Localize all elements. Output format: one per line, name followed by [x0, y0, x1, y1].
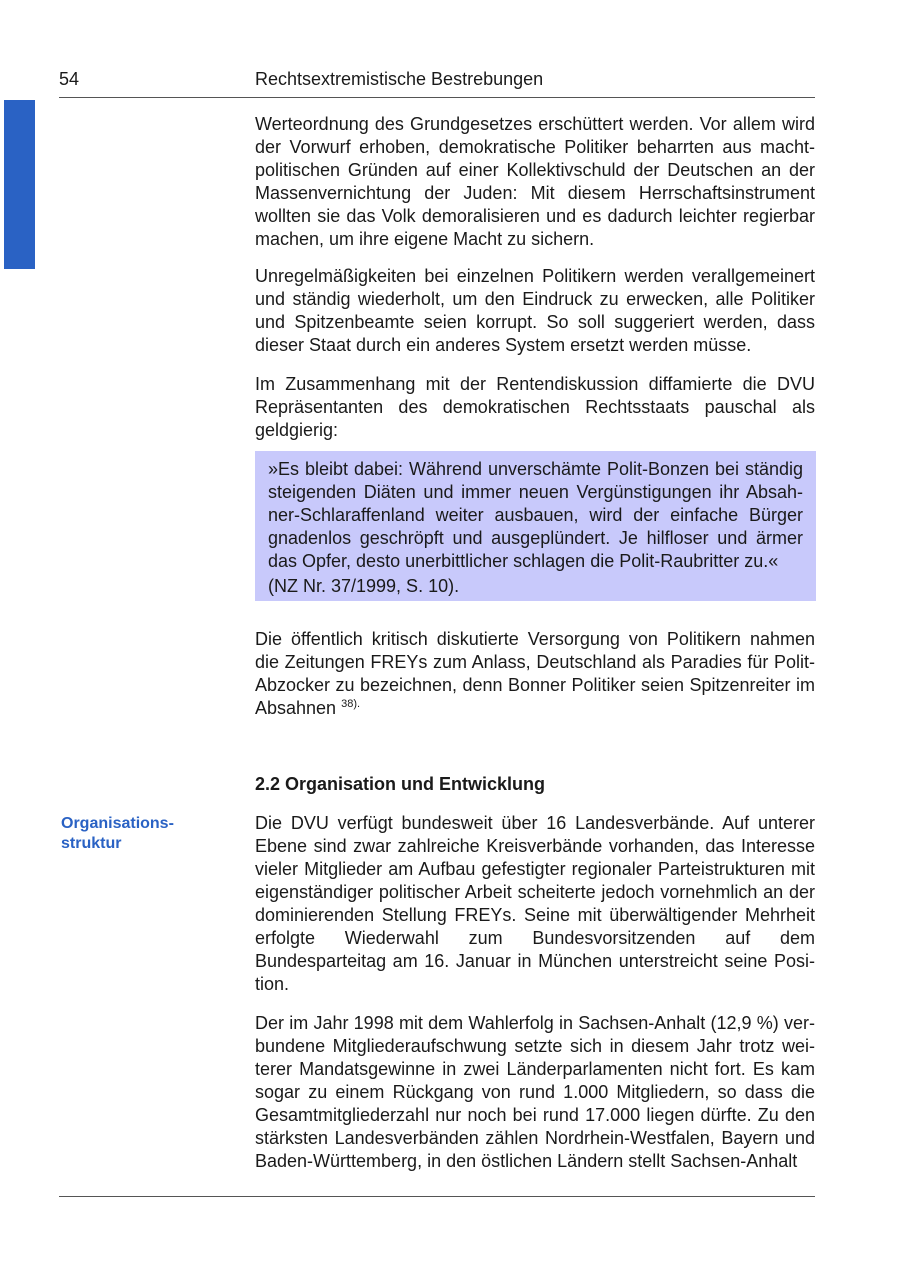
margin-label-line-1: Organisations-	[61, 815, 174, 832]
header-rule	[59, 97, 815, 98]
paragraph-1-block	[255, 113, 815, 251]
paragraph-2-block	[255, 265, 815, 357]
quote-box	[255, 451, 816, 601]
quote-text: »Es bleibt dabei: Während unverschämte Polit-Bonzen bei ständig steigenden Diäten und immer neuen Vergünstigungen ihr Absahner-Schlaraffenland weiter ausbauen, wird der einfache Bürger gnadenlos geschröpft und ausgeplündert. Je hilfloser und ärmer das Opfer, desto unerbittlicher schlagen die Polit-Raubritter zu.«	[268, 459, 803, 571]
running-title: Rechtsextremistische Bestrebungen	[255, 69, 544, 89]
margin-label-line-2: struktur	[61, 835, 122, 852]
paragraph-3: Im Zusammenhang mit der Rentendiskussion diffamierte die DVU Repräsentanten des demokratischen Rechtsstaats pauschal als geldgierig:	[255, 374, 815, 440]
paragraph-4-block	[255, 628, 815, 720]
footnote-reference: 38).	[341, 698, 361, 710]
paragraph-6-block	[255, 1012, 815, 1173]
paragraph-3-block	[255, 373, 815, 442]
section-heading: 2.2 Organisation und Entwicklung	[255, 774, 546, 794]
paragraph-1: Werteordnung des Grundgesetzes erschüttert werden. Vor allem wird der Vorwurf erhoben, demokratische Politiker beharrten aus machtpolitischen Gründen auf einer Kollektivschuld der Deutschen an der Massenvernichtung der Juden: Mit diesem Herrschaftsinstrument wollten sie das Volk demoralisieren und es dadurch leichter regierbar machen, um ihre eigene Macht zu sichern.	[255, 114, 815, 249]
paragraph-5-block	[255, 812, 815, 996]
paragraph-6: Der im Jahr 1998 mit dem Wahlerfolg in Sachsen-Anhalt (12,9 %) verbundene Mitgliederaufschwung setzte sich in diesem Jahr trotz weiterer Mandatsgewinne in zwei Länderparlamenten nicht fort. Es kam sogar zu einem Rückgang von rund 1.000 Mitgliedern, so dass die Gesamtmitgliederzahl nur noch bei rund 17.000 liegen dürfte. Zu den stärksten Landesverbänden zählen Nordrhein-Westfalen, Bayern und Baden-Württemberg, in den östlichen Ländern stellt Sachsen-Anhalt	[255, 1013, 815, 1171]
margin-label	[61, 814, 221, 854]
page-number: 54	[59, 69, 80, 89]
paragraph-2: Unregelmäßigkeiten bei einzelnen Politikern werden verallgemeinert und ständig wiederholt, um den Eindruck zu erwecken, alle Politiker und Spitzenbeamte seien korrupt. So soll suggeriert werden, dass dieser Staat durch ein anderes System ersetzt werden müsse.	[255, 266, 815, 355]
chapter-side-tab	[4, 100, 35, 269]
paragraph-4	[255, 628, 815, 720]
paragraph-4-text: Die öffentlich kritisch diskutierte Versorgung von Politikern nahmen die Zeitungen FREYs zum Anlass, Deutschland als Paradies für Polit-Abzocker zu bezeichnen, denn Bonner Politiker seien Spitzenreiter im Absahnen	[255, 629, 815, 718]
paragraph-5: Die DVU verfügt bundesweit über 16 Landesverbände. Auf unterer Ebene sind zwar zahlreiche Kreisverbände vorhanden, das Interesse vieler Mitglieder am Aufbau gefestigter regionaler Parteistrukturen mit eigenständiger politischer Arbeit scheiterte jedoch vornehmlich an der dominierenden Stellung FREYs. Seine mit überwältigender Mehrheit erfolgte Wiederwahl zum Bundesvorsitzenden auf dem Bundesparteitag am 16. Januar in München unterstreicht seine Position.	[255, 813, 815, 994]
quote-source: (NZ Nr. 37/1999, S. 10).	[268, 576, 460, 596]
footer-rule	[59, 1196, 815, 1197]
